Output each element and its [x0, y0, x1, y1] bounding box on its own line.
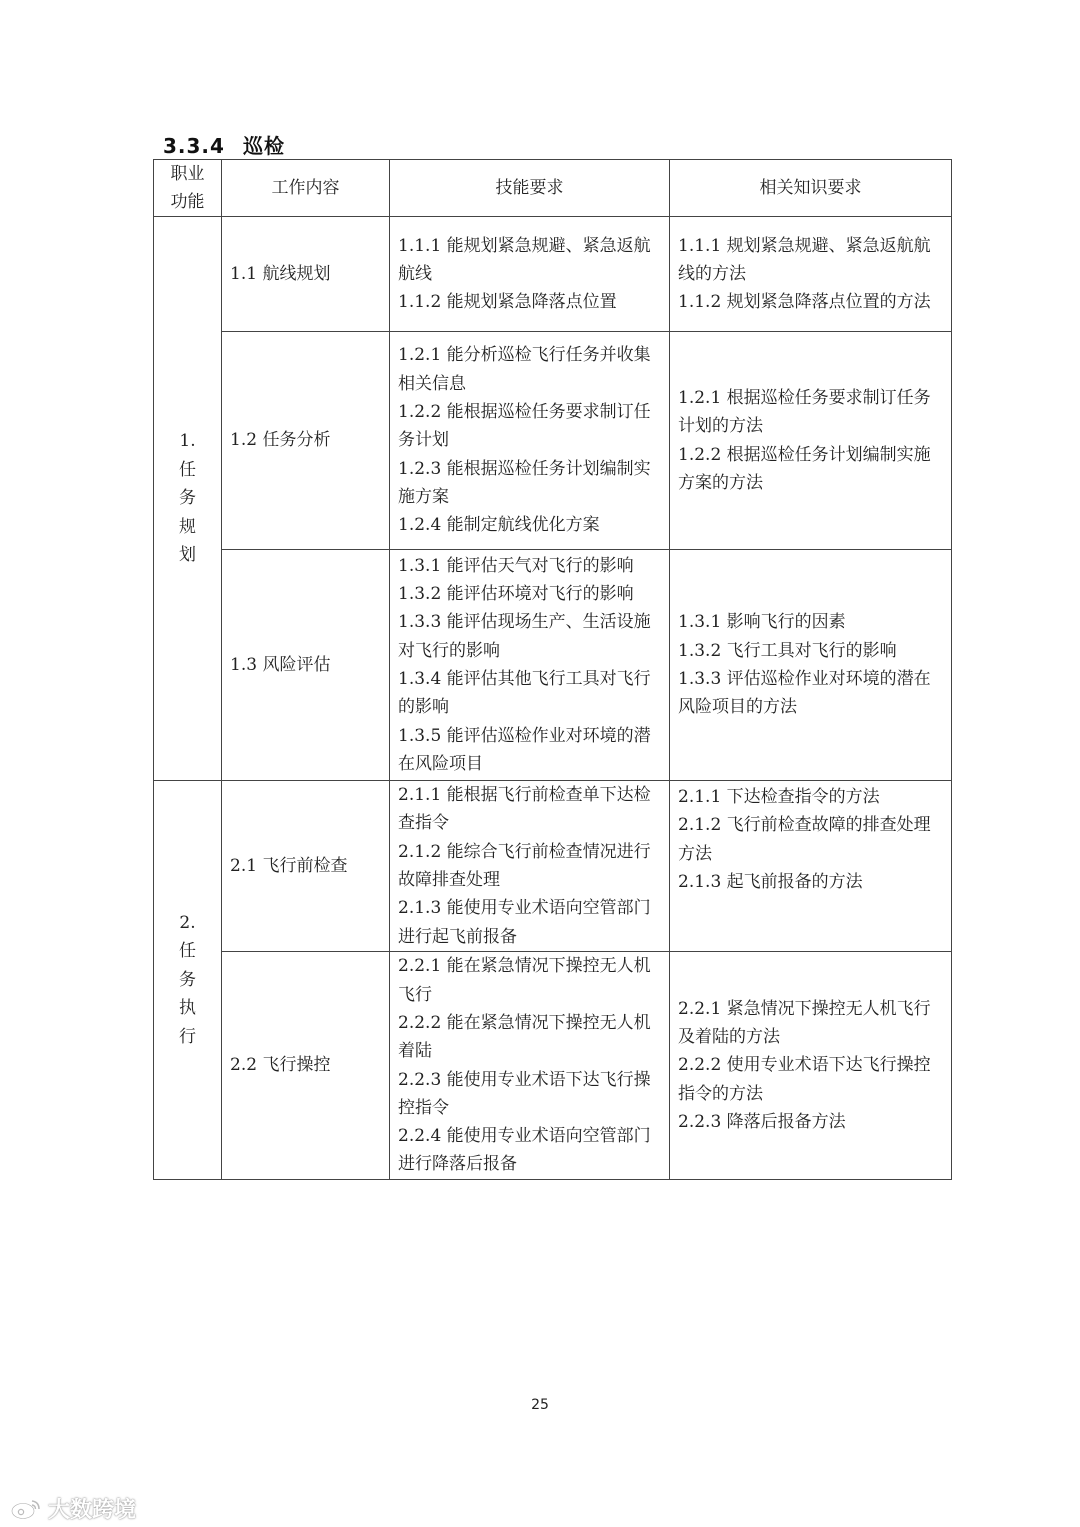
- skill-cell: 2.1.1 能根据飞行前检查单下达检查指令 2.1.2 能综合飞行前检查情况进行故障排查处理 2.1.3 能使用专业术语向空管部门进行起飞前报备: [390, 781, 670, 952]
- header-function: 职业 功能: [154, 160, 222, 217]
- table-row: [154, 952, 952, 1180]
- function-cell-task-execution: 2. 任 务 执 行: [154, 781, 222, 1180]
- work-cell: 2.1 飞行前检查: [222, 781, 390, 952]
- watermark: [10, 1493, 136, 1524]
- function-cell-task-planning: 1. 任 务 规 划: [154, 217, 222, 781]
- table-row: [154, 217, 952, 332]
- section-title: 巡检: [242, 134, 285, 158]
- skill-cell: 1.2.1 能分析巡检飞行任务并收集相关信息 1.2.2 能根据巡检任务要求制订任务计划 1.2.3 能根据巡检任务计划编制实施方案 1.2.4 能制定航线优化方案: [390, 332, 670, 550]
- work-cell: 1.1 航线规划: [222, 217, 390, 332]
- table-row: [154, 550, 952, 781]
- knowledge-cell: 2.2.1 紧急情况下操控无人机飞行及着陆的方法 2.2.2 使用专业术语下达飞行操控指令的方法 2.2.3 降落后报备方法: [670, 952, 952, 1180]
- work-cell: 2.2 飞行操控: [222, 952, 390, 1180]
- table-row: [154, 332, 952, 550]
- knowledge-cell: 1.2.1 根据巡检任务要求制订任务计划的方法 1.2.2 根据巡检任务计划编制实施方案的方法: [670, 332, 952, 550]
- page-number: 25: [531, 1397, 549, 1413]
- table-header-row: [154, 160, 952, 217]
- header-knowledge: 相关知识要求: [670, 160, 952, 217]
- requirements-table: [153, 159, 952, 1180]
- knowledge-cell: 1.1.1 规划紧急规避、紧急返航航线的方法 1.1.2 规划紧急降落点位置的方法: [670, 217, 952, 332]
- table-row: [154, 781, 952, 952]
- knowledge-cell: 1.3.1 影响飞行的因素 1.3.2 飞行工具对飞行的影响 1.3.3 评估巡检作业对环境的潜在风险项目的方法: [670, 550, 952, 781]
- skill-cell: 2.2.1 能在紧急情况下操控无人机飞行 2.2.2 能在紧急情况下操控无人机着陆 2.2.3 能使用专业术语下达飞行操控指令 2.2.4 能使用专业术语向空管部门进行降落后报备: [390, 952, 670, 1180]
- weibo-logo-icon: [10, 1498, 42, 1520]
- work-cell: 1.2 任务分析: [222, 332, 390, 550]
- header-skill: 技能要求: [390, 160, 670, 217]
- watermark-text: 大数跨境: [48, 1498, 137, 1523]
- header-work: 工作内容: [222, 160, 390, 217]
- section-heading: [163, 130, 285, 159]
- skill-cell: 1.3.1 能评估天气对飞行的影响 1.3.2 能评估环境对飞行的影响 1.3.3 能评估现场生产、生活设施对飞行的影响 1.3.4 能评估其他飞行工具对飞行的影响 1.3.5 能评估巡检作业对环境的潜在风险项目: [390, 550, 670, 781]
- skill-cell: 1.1.1 能规划紧急规避、紧急返航航线 1.1.2 能规划紧急降落点位置: [390, 217, 670, 332]
- section-number: 3.3.4: [163, 134, 225, 158]
- knowledge-cell: 2.1.1 下达检查指令的方法 2.1.2 飞行前检查故障的排查处理方法 2.1.3 起飞前报备的方法: [670, 781, 952, 952]
- work-cell: 1.3 风险评估: [222, 550, 390, 781]
